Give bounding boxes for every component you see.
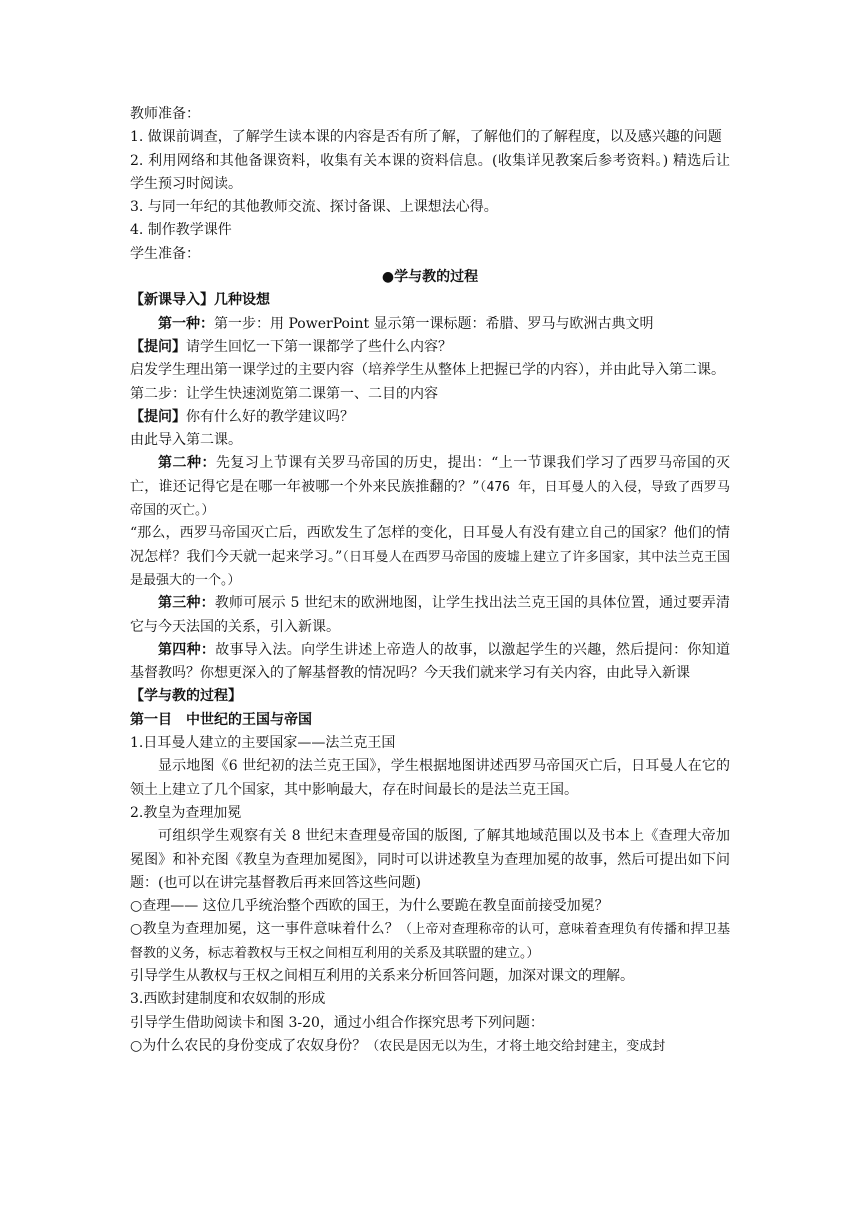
method-1: [130, 313, 730, 336]
point-2-question-1: ○查理—— 这位几乎统治整个西欧的国王，为什么要跪在教皇面前接受加冕？: [130, 898, 609, 915]
method-4: [130, 639, 730, 686]
section-1-title: 第一目 中世纪的王国与帝国: [130, 711, 312, 728]
document-page: [130, 103, 730, 1058]
prep-item-1: 1. 做课前调查，了解学生读本课的内容是否有所了解，了解他们的了解程度，以及感兴趣的问题: [130, 129, 722, 146]
point-2-text: 可组织学生观察有关 8 世纪末查理曼帝国的版图, 了解其地域范围以及书本上《查理大帝加冕图》和补充图《教皇为查理加冕图》，同时可以讲述教皇为查理加冕的故事，然后可提出如下问题：(也可以在讲完基督教后再来回答这些问题): [130, 828, 730, 891]
point-3-question-1-note: （农民是因无以为生，才将土地交给封建主，变成封: [366, 1038, 666, 1054]
guide-1: 启发学生理出第一课学过的主要内容（培养学生从整体上把握已学的内容），并由此导入第二课。: [130, 362, 725, 379]
method-3: [130, 592, 730, 639]
question-1-label: 【提问】: [130, 338, 186, 355]
teacher-prep-title: 教师准备：: [130, 106, 200, 122]
student-prep-title: 学生准备：: [130, 245, 200, 262]
point-2-guide: 引导学生从教权与王权之间相互利用的关系来分析回答问题，加深对课文的理解。: [130, 967, 634, 984]
method-4-text: 故事导入法。向学生讲述上帝造人的故事，以激起学生的兴趣，然后提问：你知道基督教吗？你想更深入的了解基督教的情况吗？今天我们就来学习有关内容，由此导入新课: [130, 641, 731, 682]
point-2-question-2-note: （上帝对查理称帝的认可，意味着查理负有传播和捍卫基督教的义务，标志着教权与王权之间相互利用的关系及其联盟的建立。）: [130, 922, 730, 961]
question-2-label: 【提问】: [130, 408, 186, 425]
question-2-text: 你有什么好的教学建议吗？: [186, 408, 354, 425]
point-3-question-1-text: ○为什么农民的身份变成了农奴身份？: [130, 1037, 367, 1054]
point-3-text: 引导学生借助阅读卡和图 3-20，通过小组合作探究思考下列问题：: [130, 1014, 544, 1031]
point-2-question-2-text: ○教皇为查理加冕，这一事件意味着什么？: [130, 921, 399, 938]
prep-item-2: 2. 利用网络和其他备课资料，收集有关本课的资料信息。(收集详见教案后参考资料。) 精选后让学生预习时阅读。: [130, 152, 730, 192]
process-title: ●学与教的过程: [381, 269, 479, 286]
method-1-label: 第一种：: [158, 315, 214, 332]
method-2-note: （476 年，日耳曼人的入侵，导致了西罗马帝国的灭亡。）: [130, 479, 731, 519]
method-2-label: 第二种：: [158, 455, 216, 472]
method-4-label: 第四种：: [158, 641, 216, 658]
lead-2: 由此导入第二课。: [130, 432, 242, 449]
method-2-text: 先复习上节课有关罗马帝国的历史，提出：“上一节课我们学习了西罗马帝国的灭亡，谁还记得它是在哪一年被哪一个外来民族推翻的？”: [130, 455, 731, 495]
question-1: [130, 336, 730, 359]
question-2: [130, 406, 730, 429]
point-3-question-1: [130, 1035, 730, 1058]
method-2-cont: [130, 522, 730, 592]
point-1-text: 显示地图《6 世纪初的法兰克王国》，学生根据地图讲述西罗马帝国灭亡后，日耳曼人在它的领土上建立了几个国家，其中影响最大，存在时间最长的是法兰克王国。: [130, 758, 730, 798]
step-2: 第二步：让学生快速浏览第二课第一、二目的内容: [130, 385, 438, 402]
point-2-title: 2.教皇为查理加冕: [130, 804, 242, 821]
process-heading: 【学与教的过程】: [130, 688, 242, 705]
method-2-note-2: （日耳曼人在西罗马帝国的废墟上建立了许多国家，其中法兰克王国是最强大的一个。）: [130, 549, 730, 588]
method-1-text: 第一步：用 PowerPoint 显示第一课标题：希腊、罗马与欧洲古典文明: [214, 315, 654, 332]
intro-heading: 【新课导入】几种设想: [130, 292, 270, 309]
prep-item-3: 3. 与同一年纪的其他教师交流、探讨备课、上课想法心得。: [130, 199, 498, 216]
point-1-title: 1.日耳曼人建立的主要国家——法兰克王国: [130, 735, 396, 752]
method-3-label: 第三种：: [158, 595, 215, 612]
question-1-text: 请学生回忆一下第一课都学了些什么内容？: [186, 338, 452, 355]
point-2-question-2: [130, 918, 730, 965]
prep-item-4: 4. 制作教学课件: [130, 222, 232, 239]
method-3-text: 教师可展示 5 世纪末的欧洲地图，让学生找出法兰克王国的具体位置，通过要弄清它与今天法国的关系，引入新课。: [130, 595, 731, 635]
method-2: [130, 452, 730, 522]
point-3-title: 3.西欧封建制度和农奴制的形成: [130, 991, 326, 1008]
method-2-cont-text: “那么，西罗马帝国灭亡后，西欧发生了怎样的变化，日耳曼人有没有建立自己的国家？他们的情况怎样？我们今天就一起来学习。”: [130, 525, 730, 565]
